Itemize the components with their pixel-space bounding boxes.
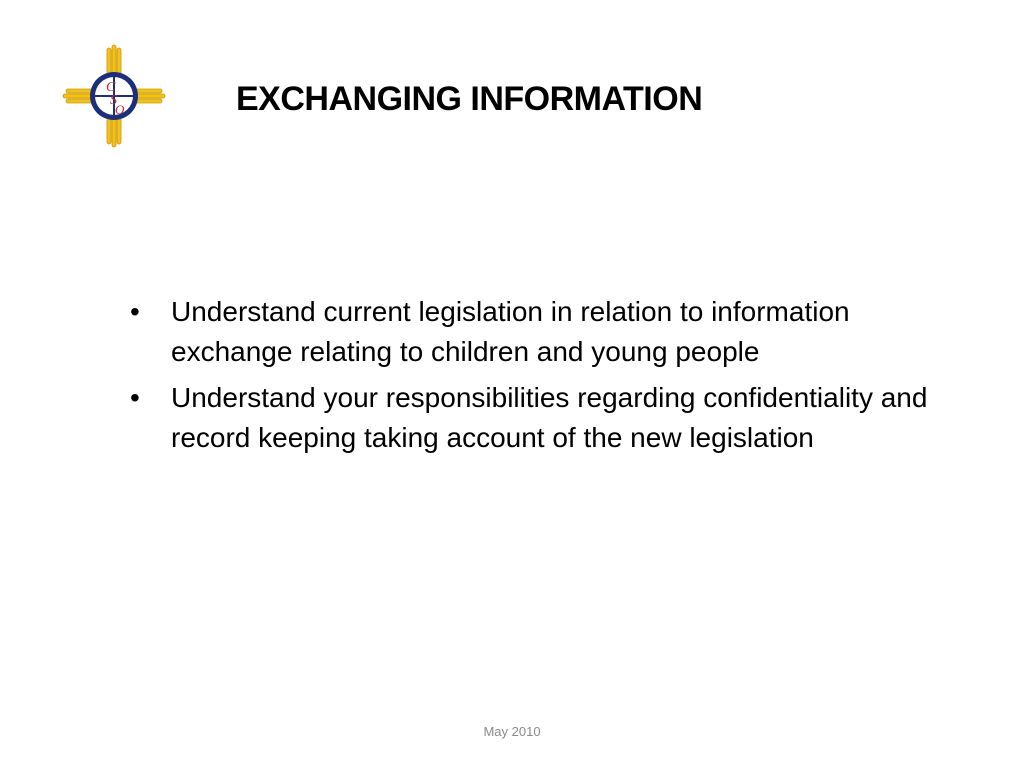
bullet-marker: • (130, 382, 140, 413)
svg-text:S: S (110, 93, 117, 108)
svg-text:C: C (106, 80, 116, 95)
slide-title: EXCHANGING INFORMATION (236, 80, 703, 118)
footer-date: May 2010 (483, 724, 541, 739)
bullet-item (130, 378, 970, 458)
bullet-text: Understand your responsibilities regarding confidentiality and record keeping taking account of the new legislation (171, 382, 928, 453)
cso-sun-emblem-icon (62, 44, 166, 148)
bullet-text: Understand current legislation in relation to information exchange relating to children and young people (171, 296, 850, 367)
bullet-item (130, 292, 970, 372)
svg-text:O: O (115, 102, 125, 117)
bullet-marker: • (130, 296, 140, 327)
bullet-list (130, 292, 970, 464)
